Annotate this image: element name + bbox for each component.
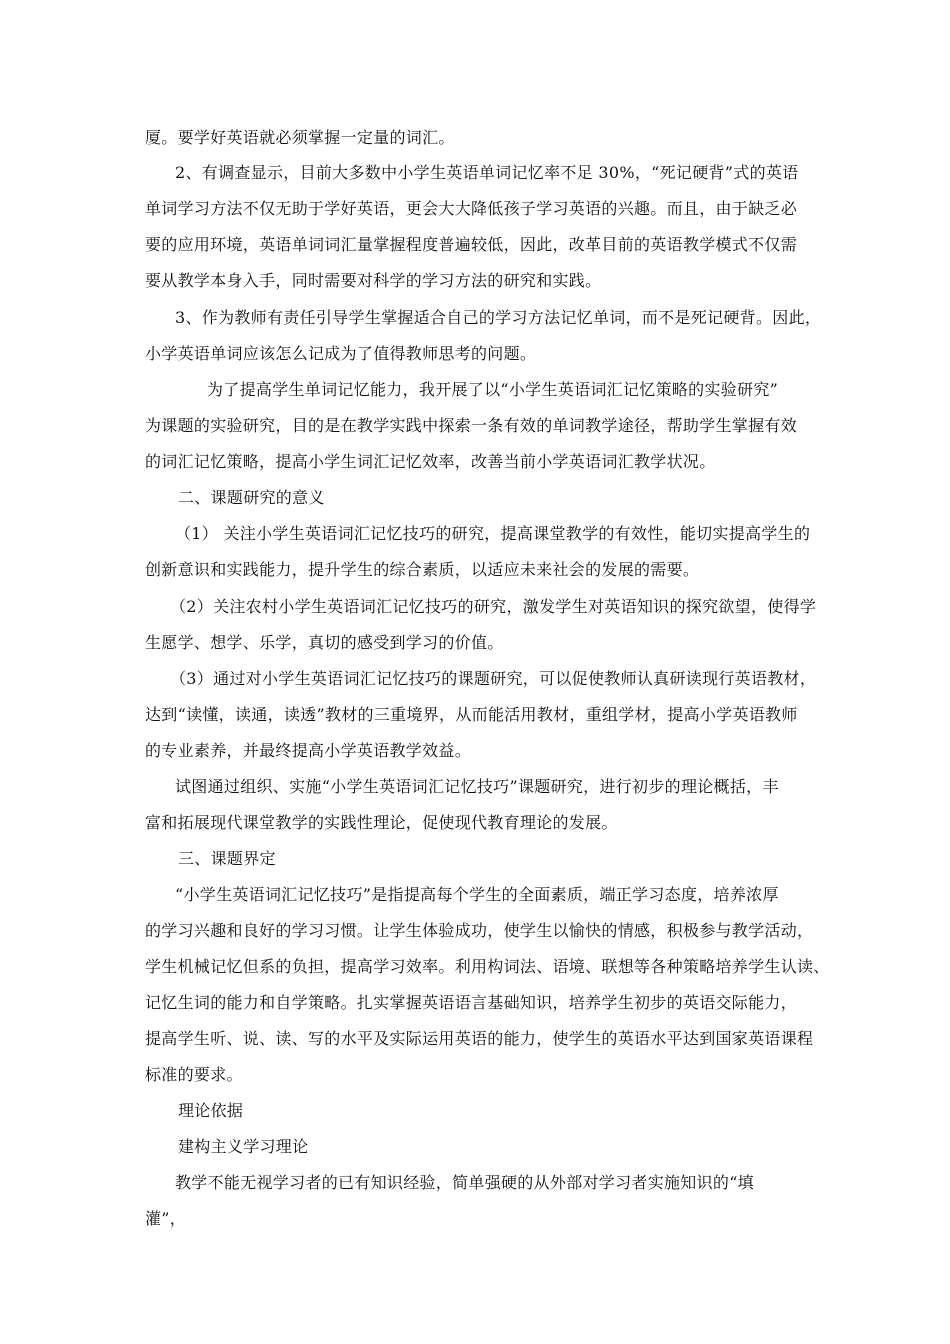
paragraph-3-line-2: 小学英语单词应该怎么记成为了值得教师思考的问题。 — [145, 344, 537, 363]
section-heading-definition: 三、课题界定 — [178, 849, 276, 868]
significance-2-line-2: 生愿学、想学、乐学，真切的感受到学习的价值。 — [145, 633, 504, 652]
definition-line-2: 的学习兴趣和良好的学习习惯。让学生体验成功，使学生以愉快的情感，积极参与教学活动， — [145, 921, 814, 940]
definition-line-1: “小学生英语词汇记忆技巧”是指提高每个学生的全面素质，端正学习态度，培养浓厚 — [175, 885, 779, 904]
constructivism-line-2: 灌”， — [145, 1209, 187, 1228]
significance-3-line-1: （3）通过对小学生英语词汇记忆技巧的课题研究，可以促使教师认真研读现行英语教材， — [170, 669, 817, 688]
heading-theory-basis: 理论依据 — [178, 1101, 244, 1120]
significance-1-line-1: （1） 关注小学生英语词汇记忆技巧的研究，提高课堂教学的有效性，能切实提高学生的 — [175, 524, 811, 543]
heading-constructivism: 建构主义学习理论 — [178, 1137, 309, 1156]
paragraph-2-line-4: 要从教学本身入手，同时需要对科学的学习方法的研究和实践。 — [145, 271, 602, 290]
significance-2-line-1: （2）关注农村小学生英语词汇记忆技巧的研究，激发学生对英语知识的探究欲望，使得学 — [170, 597, 817, 616]
paragraph-purpose-line-2: 为课题的实验研究，目的是在教学实践中探索一条有效的单词教学途径，帮助学生掌握有效 — [145, 416, 798, 435]
paragraph-purpose-line-1: 为了提高学生单词记忆能力，我开展了以“小学生英语词汇记忆策略的实验研究” — [207, 380, 779, 399]
significance-4-line-2: 富和拓展现代课堂教学的实践性理论，促使现代教育理论的发展。 — [145, 813, 618, 832]
paragraph-2-line-1: 2、有调查显示，目前大多数中小学生英语单词记忆率不足 30%，“死记硬背”式的英语 — [175, 163, 799, 182]
definition-line-6: 标准的要求。 — [145, 1065, 243, 1084]
definition-line-3: 学生机械记忆但系的负担，提高学习效率。利用构词法、语境、联想等各种策略培养学生认读、 — [145, 957, 830, 976]
significance-3-line-2: 达到“读懂，读通，读透”教材的三重境界，从而能活用教材，重组学材，提高小学英语教师 — [145, 705, 798, 724]
significance-3-line-3: 的专业素养，并最终提高小学英语教学效益。 — [145, 741, 472, 760]
definition-line-5: 提高学生听、说、读、写的水平及实际运用英语的能力，使学生的英语水平达到国家英语课程 — [145, 1029, 814, 1048]
section-heading-significance: 二、课题研究的意义 — [178, 488, 325, 507]
paragraph-intro-end: 厦。要学好英语就必须掌握一定量的词汇。 — [145, 128, 455, 147]
significance-1-line-2: 创新意识和实践能力，提升学生的综合素质，以适应未来社会的发展的需要。 — [145, 560, 700, 579]
definition-line-4: 记忆生词的能力和自学策略。扎实掌握英语语言基础知识，培养学生初步的英语交际能力， — [145, 993, 798, 1012]
significance-4-line-1: 试图通过组织、实施“小学生英语词汇记忆技巧”课题研究，进行初步的理论概括，丰 — [175, 777, 779, 796]
paragraph-3-line-1: 3、作为教师有责任引导学生掌握适合自己的学习方法记忆单词，而不是死记硬背。因此， — [175, 308, 822, 327]
constructivism-line-1: 教学不能无视学习者的已有知识经验，简单强硬的从外部对学习者实施知识的“填 — [175, 1173, 754, 1192]
paragraph-2-line-3: 要的应用环境，英语单词词汇量掌握程度普遍较低，因此，改革目前的英语教学模式不仅需 — [145, 235, 798, 254]
paragraph-purpose-line-3: 的词汇记忆策略，提高小学生词汇记忆效率，改善当前小学英语词汇教学状况。 — [145, 452, 716, 471]
paragraph-2-line-2: 单词学习方法不仅无助于学好英语，更会大大降低孩子学习英语的兴趣。而且，由于缺乏必 — [145, 199, 798, 218]
